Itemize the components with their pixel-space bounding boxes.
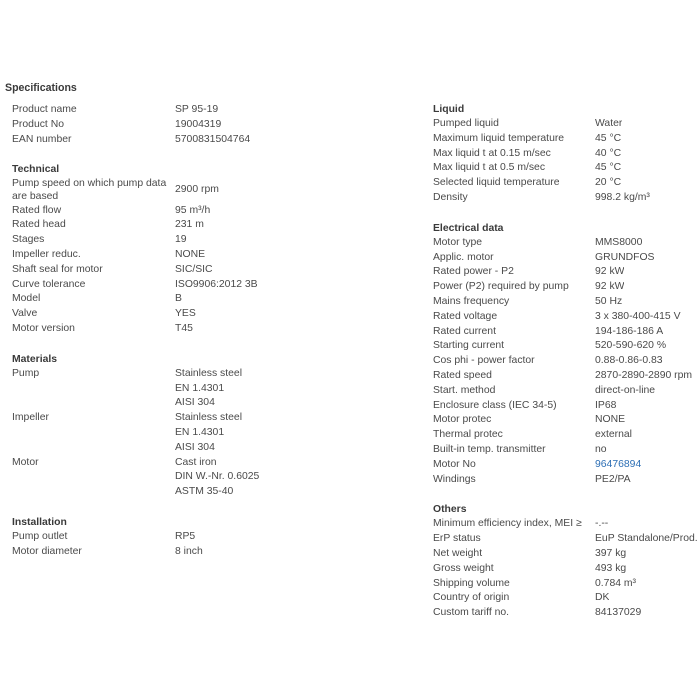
spec-value: AISI 304: [175, 397, 215, 409]
spec-row-windings: [433, 473, 700, 488]
spec-row-motor: [12, 470, 312, 485]
spec-row-max-liquid-t-at-0-15-m-sec: [433, 147, 700, 162]
spec-label: Impeller: [12, 412, 49, 424]
spec-label: Starting current: [433, 340, 505, 352]
spec-value: Stainless steel: [175, 412, 242, 424]
spec-value: 92 kW: [595, 281, 625, 293]
spec-label: Rated current: [433, 325, 496, 337]
spec-row-minimum-efficiency-index-mei: [433, 517, 700, 532]
spec-row-rated-voltage: [433, 310, 700, 325]
spec-row-start-method: [433, 384, 700, 399]
spec-value: EN 1.4301: [175, 382, 225, 394]
spec-value: 520-590-620 %: [595, 340, 667, 352]
spec-value: 92 kW: [595, 266, 625, 278]
spec-label: Rated head: [12, 219, 66, 231]
spec-row-selected-liquid-temperature: [433, 176, 700, 191]
spec-value: ISO9906:2012 3B: [175, 278, 258, 290]
section-materials: [12, 352, 312, 500]
spec-label: Pump outlet: [12, 530, 68, 542]
spec-label: Start. method: [433, 384, 496, 396]
spec-row-motor-diameter: [12, 545, 312, 560]
spec-value: AISI 304: [175, 441, 215, 453]
spec-row-model: [12, 292, 312, 307]
spec-label: Curve tolerance: [12, 278, 86, 290]
section-spacer: [12, 147, 312, 162]
spec-value: 45 °C: [595, 132, 622, 144]
spec-row-impeller: [12, 411, 312, 426]
spec-label: Max liquid t at 0.5 m/sec: [433, 162, 546, 174]
spec-label: [12, 441, 175, 456]
spec-value: 5700831504764: [175, 133, 251, 145]
spec-row-starting-current: [433, 339, 700, 354]
spec-label: Shaft seal for motor: [12, 263, 103, 275]
spec-label: Thermal protec: [433, 429, 503, 441]
spec-value: NONE: [595, 414, 626, 426]
spec-row-pump-outlet: [12, 530, 312, 545]
spec-row-motor: [12, 485, 312, 500]
spec-row-shaft-seal-for-motor: [12, 263, 312, 278]
spec-row-rated-current: [433, 325, 700, 340]
spec-row-pump: [12, 367, 312, 382]
spec-value: B: [175, 293, 182, 305]
left-column: [12, 103, 312, 560]
section-heading: Materials: [12, 353, 58, 365]
spec-label: Maximum liquid temperature: [433, 132, 565, 144]
spec-row-cos-phi-power-factor: [433, 354, 700, 369]
spec-value: 3 x 380-400-415 V: [595, 310, 681, 322]
spec-value: ASTM 35-40: [175, 486, 234, 498]
spec-row-motor-version: [12, 322, 312, 337]
spec-row-mains-frequency: [433, 295, 700, 310]
spec-value: 19: [175, 234, 187, 246]
spec-value: DK: [595, 592, 610, 604]
spec-row-density: [433, 191, 700, 206]
spec-row-rated-flow: [12, 204, 312, 219]
spec-row-pump-speed-on-which-pump-data-are-based: [12, 177, 312, 203]
spec-row-rated-head: [12, 218, 312, 233]
spec-label: [12, 470, 175, 485]
spec-label: Shipping volume: [433, 577, 510, 589]
spec-value: 45 °C: [595, 162, 622, 174]
section-heading: Technical: [12, 164, 60, 176]
spec-row-product-name: [12, 103, 312, 118]
spec-label: Mains frequency: [433, 295, 510, 307]
spec-value: 194-186-186 A: [595, 325, 664, 337]
spec-label: Country of origin: [433, 592, 510, 604]
spec-label: Cos phi - power factor: [433, 355, 535, 367]
spec-label: Enclosure class (IEC 34-5): [433, 399, 557, 411]
spec-row-impeller: [12, 426, 312, 441]
spec-label: Built-in temp. transmitter: [433, 443, 546, 455]
spec-value: GRUNDFOS: [595, 251, 655, 263]
spec-row-impeller-reduc: [12, 248, 312, 263]
spec-value: external: [595, 429, 632, 441]
right-column: [433, 102, 700, 621]
spec-value: 19004319: [175, 118, 222, 130]
spec-row-valve: [12, 307, 312, 322]
spec-value: EN 1.4301: [175, 426, 225, 438]
spec-label: Gross weight: [433, 562, 494, 574]
spec-value-link[interactable]: 96476894: [595, 458, 642, 470]
spec-value: NONE: [175, 248, 206, 260]
spec-value: 397 kg: [595, 547, 627, 559]
spec-value: Cast iron: [175, 456, 217, 468]
spec-label: Motor type: [433, 236, 483, 248]
spec-label: Motor version: [12, 322, 75, 334]
section-spacer: [433, 487, 700, 502]
spec-row-rated-power-p2: [433, 265, 700, 280]
spec-row-custom-tariff-no: [433, 606, 700, 621]
spec-value: YES: [175, 308, 196, 320]
spec-row-applic-motor: [433, 251, 700, 266]
spec-row-pump: [12, 396, 312, 411]
spec-row-impeller: [12, 441, 312, 456]
spec-value: DIN W.-Nr. 0.6025: [175, 471, 260, 483]
spec-row-country-of-origin: [433, 591, 700, 606]
spec-label: Net weight: [433, 547, 483, 559]
spec-value: 95 m³/h: [175, 204, 211, 216]
spec-label: Custom tariff no.: [433, 607, 510, 619]
spec-row-pump: [12, 382, 312, 397]
spec-row-pumped-liquid: [433, 117, 700, 132]
spec-label: Model: [12, 293, 41, 305]
spec-label: Motor No: [433, 458, 476, 470]
spec-row-net-weight: [433, 547, 700, 562]
spec-value: Water: [595, 118, 623, 129]
spec-label: Product No: [12, 118, 64, 130]
section-spacer: [433, 206, 700, 221]
spec-label: EAN number: [12, 133, 72, 145]
spec-value: 40 °C: [595, 147, 622, 159]
section-product: [12, 103, 312, 147]
spec-row-enclosure-class-iec-34-5: [433, 399, 700, 414]
section-electrical-data: [433, 221, 700, 488]
spec-value: no: [595, 443, 607, 455]
spec-label: Valve: [12, 308, 38, 320]
spec-row-motor: [12, 456, 312, 471]
spec-row-motor-no: [433, 458, 700, 473]
spec-label: Motor diameter: [12, 545, 82, 557]
spec-value: SP 95-19: [175, 104, 219, 115]
spec-value: RP5: [175, 530, 196, 542]
spec-label: Stages: [12, 234, 45, 246]
section-installation: [12, 515, 312, 560]
spec-value: 50 Hz: [595, 295, 623, 307]
spec-row-product-no: [12, 118, 312, 133]
section-heading: Liquid: [433, 104, 465, 115]
section-liquid: [433, 102, 700, 206]
spec-value: 2900 rpm: [175, 184, 219, 196]
section-heading: Installation: [12, 516, 67, 528]
spec-value: T45: [175, 322, 193, 334]
spec-label: Windings: [433, 473, 476, 485]
spec-label: Rated speed: [433, 369, 492, 381]
spec-value: IP68: [595, 399, 617, 411]
spec-label: Pumped liquid: [433, 118, 499, 129]
spec-label: Applic. motor: [433, 251, 494, 263]
spec-row-stages: [12, 233, 312, 248]
spec-label: Rated power - P2: [433, 266, 514, 278]
spec-row-gross-weight: [433, 562, 700, 577]
spec-label: Rated flow: [12, 204, 62, 216]
section-heading: Others: [433, 504, 467, 516]
spec-row-motor-type: [433, 236, 700, 251]
page-title: Specifications: [5, 82, 77, 94]
spec-row-erp-status: [433, 532, 700, 547]
spec-label: Pump: [12, 367, 40, 379]
spec-value: direct-on-line: [595, 384, 656, 396]
spec-value: 84137029: [595, 607, 642, 619]
spec-row-thermal-protec: [433, 428, 700, 443]
spec-label: Motor protec: [433, 414, 492, 426]
spec-label: ErP status: [433, 533, 481, 545]
section-heading: Electrical data: [433, 222, 504, 234]
spec-value: 0.784 m³: [595, 577, 637, 589]
spec-label: Power (P2) required by pump: [433, 281, 569, 293]
spec-row-ean-number: [12, 133, 312, 148]
spec-row-maximum-liquid-temperature: [433, 132, 700, 147]
spec-label: Minimum efficiency index, MEI ≥: [433, 518, 582, 530]
spec-label: [12, 382, 175, 397]
spec-row-rated-speed: [433, 369, 700, 384]
spec-label: Impeller reduc.: [12, 248, 81, 260]
spec-label: Max liquid t at 0.15 m/sec: [433, 147, 551, 159]
spec-row-curve-tolerance: [12, 278, 312, 293]
spec-value: Stainless steel: [175, 367, 242, 379]
spec-value: 20 °C: [595, 177, 622, 189]
spec-label: Selected liquid temperature: [433, 177, 560, 189]
spec-value: 0.88-0.86-0.83: [595, 355, 663, 367]
section-spacer: [12, 337, 312, 352]
section-technical: [12, 162, 312, 336]
spec-label: Pump speed on which pump data are based: [12, 178, 167, 202]
spec-value: 231 m: [175, 219, 204, 231]
spec-value: 998.2 kg/m³: [595, 191, 650, 203]
spec-row-shipping-volume: [433, 577, 700, 592]
spec-row-motor-protec: [433, 413, 700, 428]
spec-label: Motor: [12, 456, 39, 468]
spec-label: [12, 485, 175, 500]
spec-row-power-p2-required-by-pump: [433, 280, 700, 295]
spec-label: Rated voltage: [433, 310, 498, 322]
spec-value: EuP Standalone/Prod.: [595, 533, 698, 545]
spec-value: 2870-2890-2890 rpm: [595, 369, 693, 381]
spec-label: [12, 396, 175, 411]
section-spacer: [12, 500, 312, 515]
spec-row-max-liquid-t-at-0-5-m-sec: [433, 161, 700, 176]
spec-label: Product name: [12, 104, 77, 115]
spec-value: 493 kg: [595, 562, 627, 574]
spec-label: Density: [433, 191, 468, 203]
spec-value: -.--: [595, 518, 609, 530]
spec-label: [12, 426, 175, 441]
section-others: [433, 502, 700, 621]
spec-value: 8 inch: [175, 545, 203, 557]
spec-value: PE2/PA: [595, 473, 631, 485]
spec-value: MMS8000: [595, 236, 643, 248]
spec-value: SIC/SIC: [175, 263, 213, 275]
spec-row-built-in-temp-transmitter: [433, 443, 700, 458]
